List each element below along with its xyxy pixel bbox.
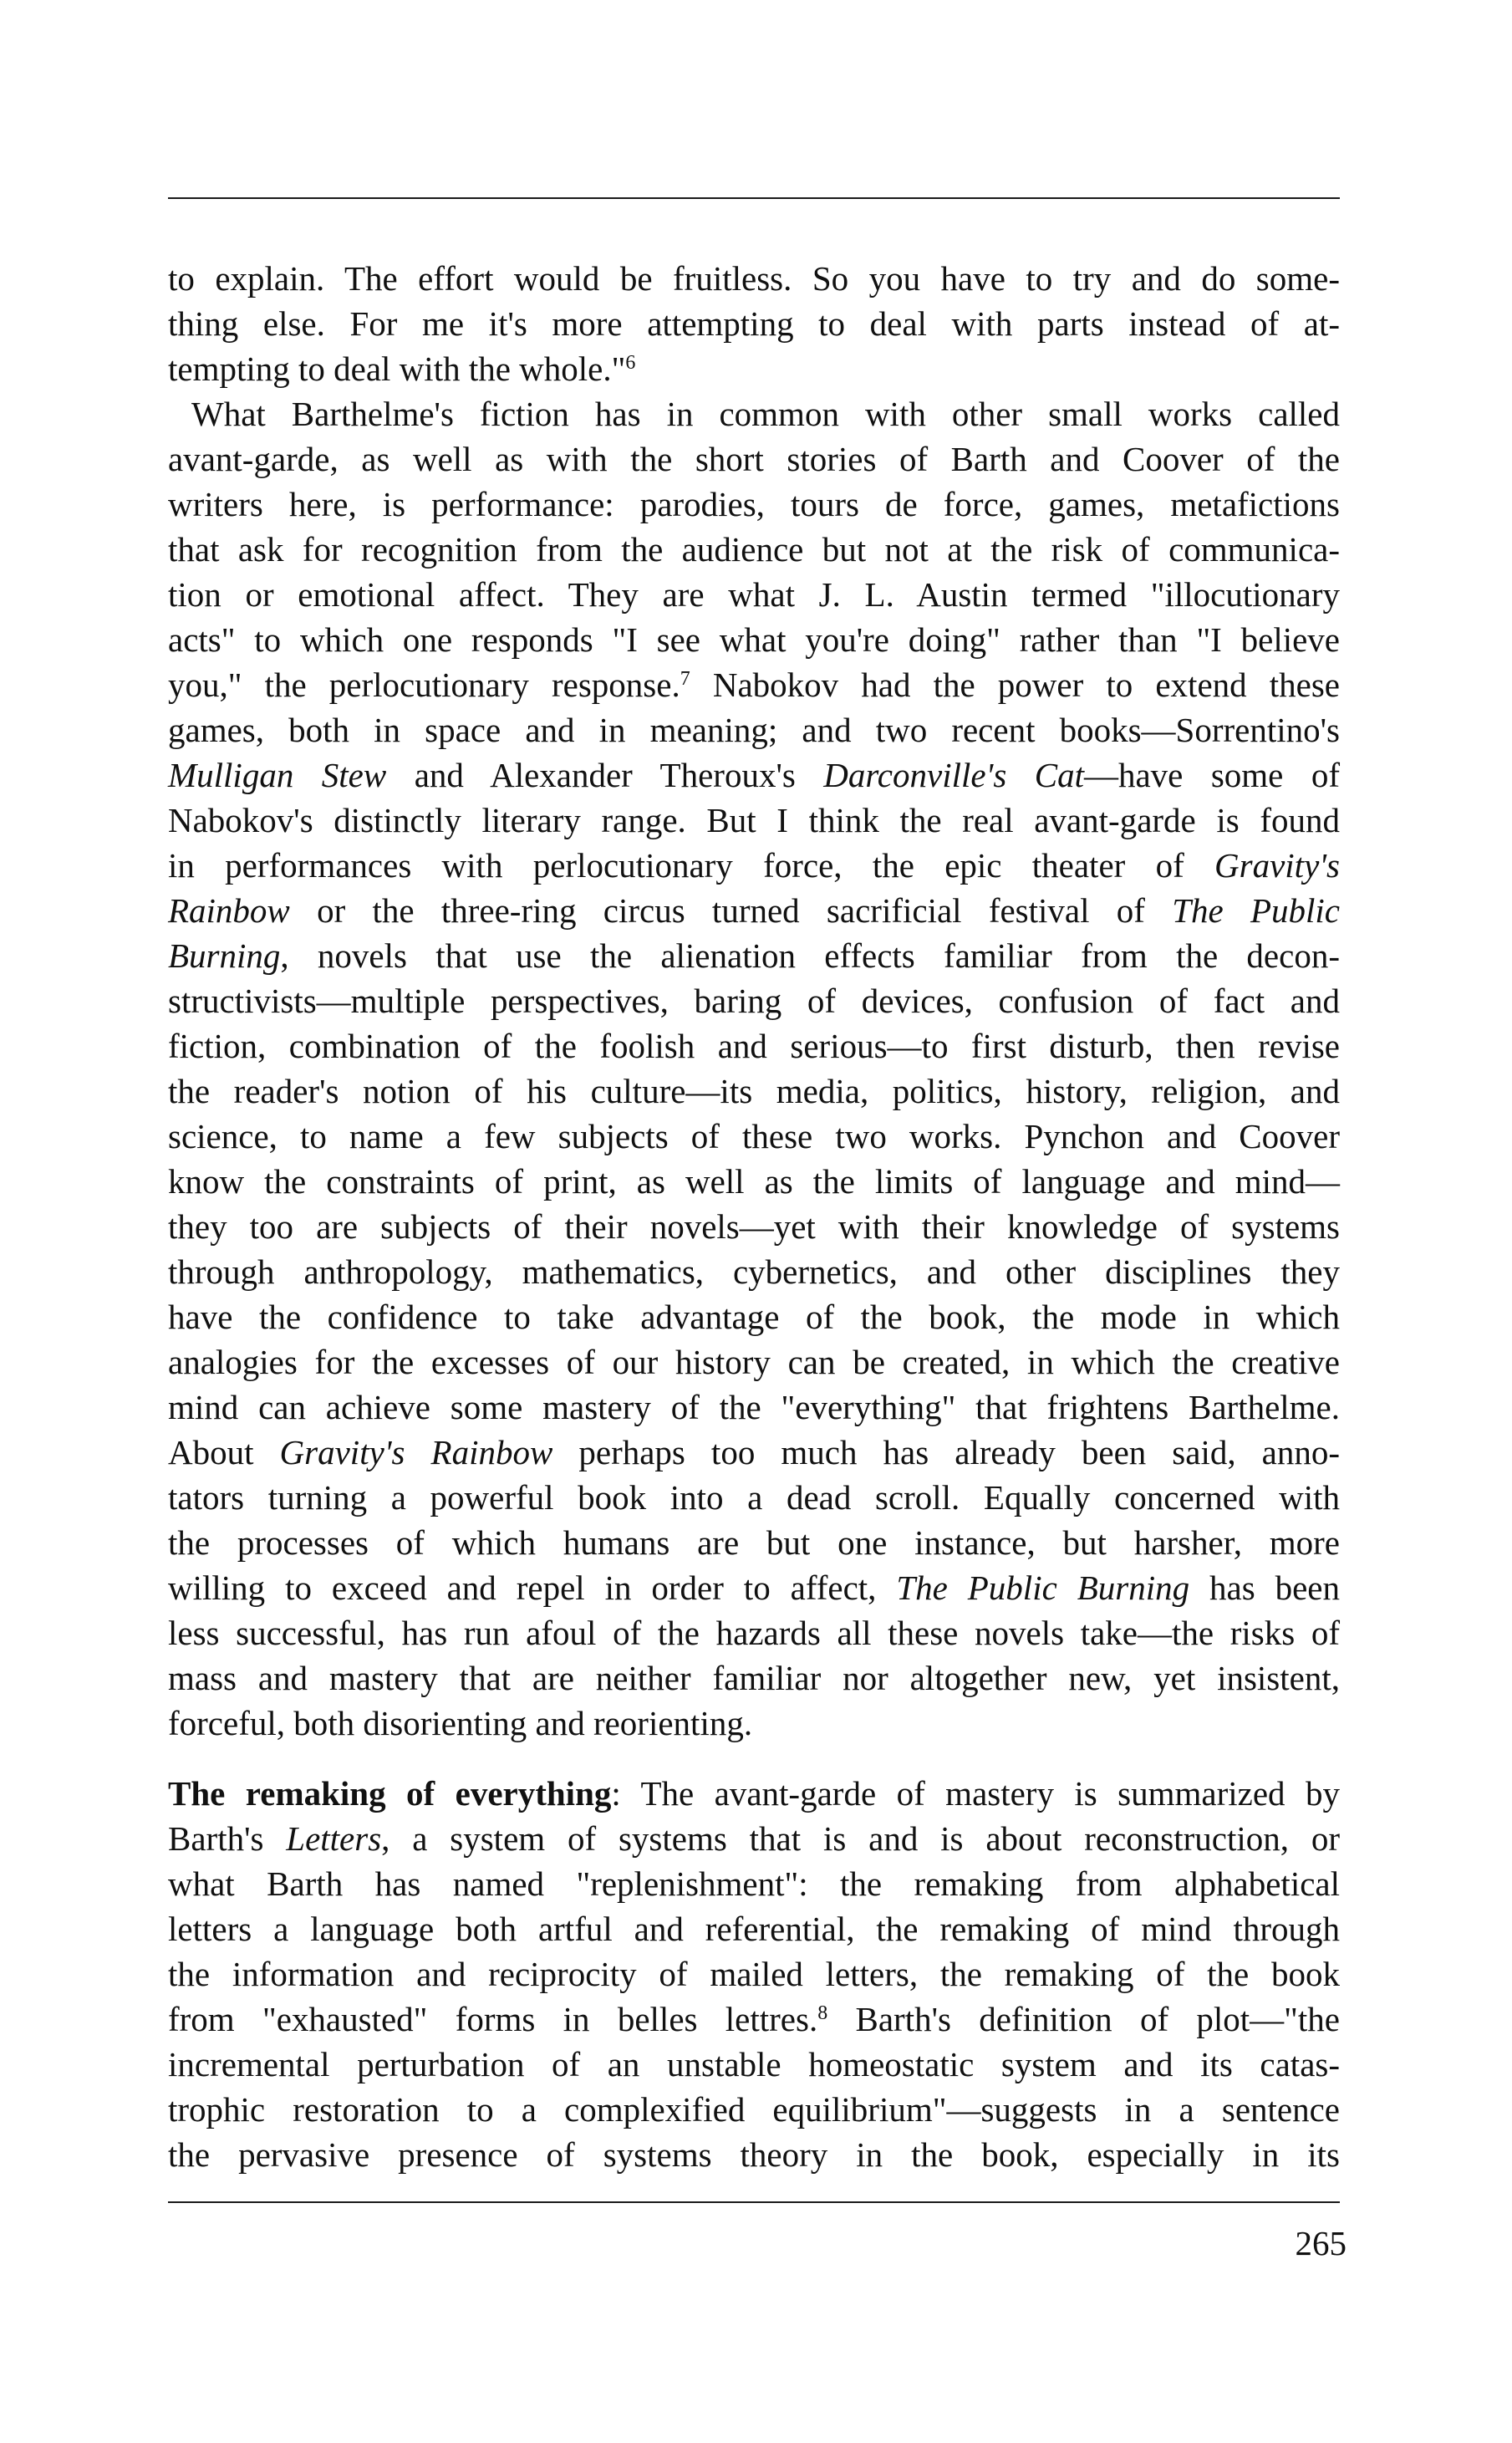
- text-line: have the confidence to take advantage of the book, the mode in which: [168, 1298, 1340, 1336]
- text-line: writers here, is performance: parodies, tours de force, games, metafictions: [168, 485, 1340, 523]
- text-line: What Barthelme's fiction has in common with other small works called: [191, 395, 1340, 433]
- book-title: Darconville's Cat: [823, 756, 1084, 794]
- bottom-rule: [168, 2201, 1340, 2203]
- text-line: the pervasive presence of systems theory in the book, especially in its: [168, 2135, 1340, 2174]
- book-title: The Public Burning: [896, 1568, 1190, 1607]
- text-line: willing to exceed and repel in order to affect, The Public Burning has been: [168, 1568, 1340, 1607]
- text-line: forceful, both disorienting and reorienting.: [168, 1704, 753, 1742]
- text-line: The remaking of everything: The avant-garde of mastery is summarized by: [168, 1774, 1341, 1813]
- text-line: they too are subjects of their novels—yet with their knowledge of systems: [168, 1207, 1340, 1246]
- footnote-marker: 6: [625, 352, 636, 374]
- text-line: Rainbow or the three-ring circus turned sacrificial festival of The Public: [168, 891, 1340, 930]
- text-line: science, to name a few subjects of these two works. Pynchon and Coover: [168, 1117, 1340, 1155]
- text-line: in performances with perlocutionary force, the epic theater of Gravity's: [168, 846, 1340, 885]
- book-title: Gravity's Rainbow: [279, 1433, 553, 1471]
- text-line: what Barth has named "replenishment": the remaking from alphabetical: [168, 1864, 1340, 1903]
- text-line: through anthropology, mathematics, cybernetics, and other disciplines they: [168, 1252, 1340, 1291]
- text-line: tempting to deal with the whole."$^6$: [168, 349, 636, 388]
- book-title: Rainbow: [168, 891, 290, 930]
- text-line: incremental perturbation of an unstable homeostatic system and its catas-: [168, 2045, 1340, 2083]
- text-line: acts" to which one responds "I see what you're doing" rather than "I believe: [168, 620, 1340, 659]
- text-line: About Gravity's Rainbow perhaps too much has already been said, anno-: [168, 1433, 1340, 1471]
- book-title: Burning: [168, 936, 281, 975]
- footnote-marker: 8: [817, 2002, 828, 2024]
- text-line: avant-garde, as well as with the short stories of Barth and Coover of the: [168, 440, 1340, 478]
- text-line: games, both in space and in meaning; and two recent books—Sorrentino's: [168, 711, 1340, 749]
- footnote-marker: 7: [680, 668, 690, 690]
- text-line: you," the perlocutionary response.$^7$ Nabokov had the power to extend these: [168, 666, 1341, 704]
- text-line: tators turning a powerful book into a dead scroll. Equally concerned with: [168, 1478, 1340, 1517]
- section-heading: The remaking of everything: [168, 1774, 612, 1813]
- text-line: fiction, combination of the foolish and serious—to first disturb, then revise: [168, 1027, 1340, 1065]
- page-number: 265: [1295, 2224, 1347, 2262]
- text-line: the processes of which humans are but one instance, but harsher, more: [168, 1523, 1340, 1562]
- book-title: Gravity's: [1214, 846, 1340, 885]
- text-line: from "exhausted" forms in belles lettres.$^8$ Barth's definition of plot—"the: [168, 2000, 1340, 2038]
- text-line: mass and mastery that are neither familiar nor altogether new, yet insistent,: [168, 1659, 1340, 1697]
- text-line: Mulligan Stew and Alexander Theroux's Darconville's Cat—have some of: [168, 756, 1340, 794]
- text-line: mind can achieve some mastery of the "everything" that frightens Barthelme.: [168, 1388, 1340, 1426]
- text-line: letters a language both artful and referential, the remaking of mind through: [168, 1910, 1340, 1948]
- book-title: The Public: [1172, 891, 1340, 930]
- book-title: Mulligan Stew: [168, 756, 387, 794]
- text-line: trophic restoration to a complexified equilibrium"—suggests in a sentence: [168, 2090, 1340, 2129]
- text-line: the reader's notion of his culture—its media, politics, history, religion, and: [168, 1072, 1340, 1110]
- text-line: thing else. For me it's more attempting to deal with parts instead of at-: [168, 304, 1340, 343]
- text-line: analogies for the excesses of our history can be created, in which the creative: [168, 1343, 1340, 1381]
- text-line: structivists—multiple perspectives, baring of devices, confusion of fact and: [168, 982, 1340, 1020]
- text-line: tion or emotional affect. They are what J. L. Austin termed "illocutionary: [168, 575, 1340, 614]
- body-text-continued: [168, 256, 1372, 1746]
- section-remaking-of-everything: [168, 1771, 1372, 2177]
- text-line: the information and reciprocity of mailed letters, the remaking of the book: [168, 1955, 1340, 1993]
- text-line: Nabokov's distinctly literary range. But I think the real avant-garde is found: [168, 801, 1340, 839]
- text-line: Burning, novels that use the alienation effects familiar from the decon-: [168, 936, 1340, 975]
- book-title: Letters: [286, 1819, 382, 1858]
- top-rule: [168, 197, 1340, 199]
- text-line: Barth's Letters, a system of systems that is and is about reconstruction, or: [168, 1819, 1340, 1858]
- text-line: that ask for recognition from the audience but not at the risk of communica-: [168, 530, 1340, 569]
- text-line: know the constraints of print, as well as the limits of language and mind—: [168, 1162, 1340, 1201]
- text-line: to explain. The effort would be fruitless. So you have to try and do some-: [168, 259, 1340, 298]
- text-line: less successful, has run afoul of the hazards all these novels take—the risks of: [168, 1614, 1340, 1652]
